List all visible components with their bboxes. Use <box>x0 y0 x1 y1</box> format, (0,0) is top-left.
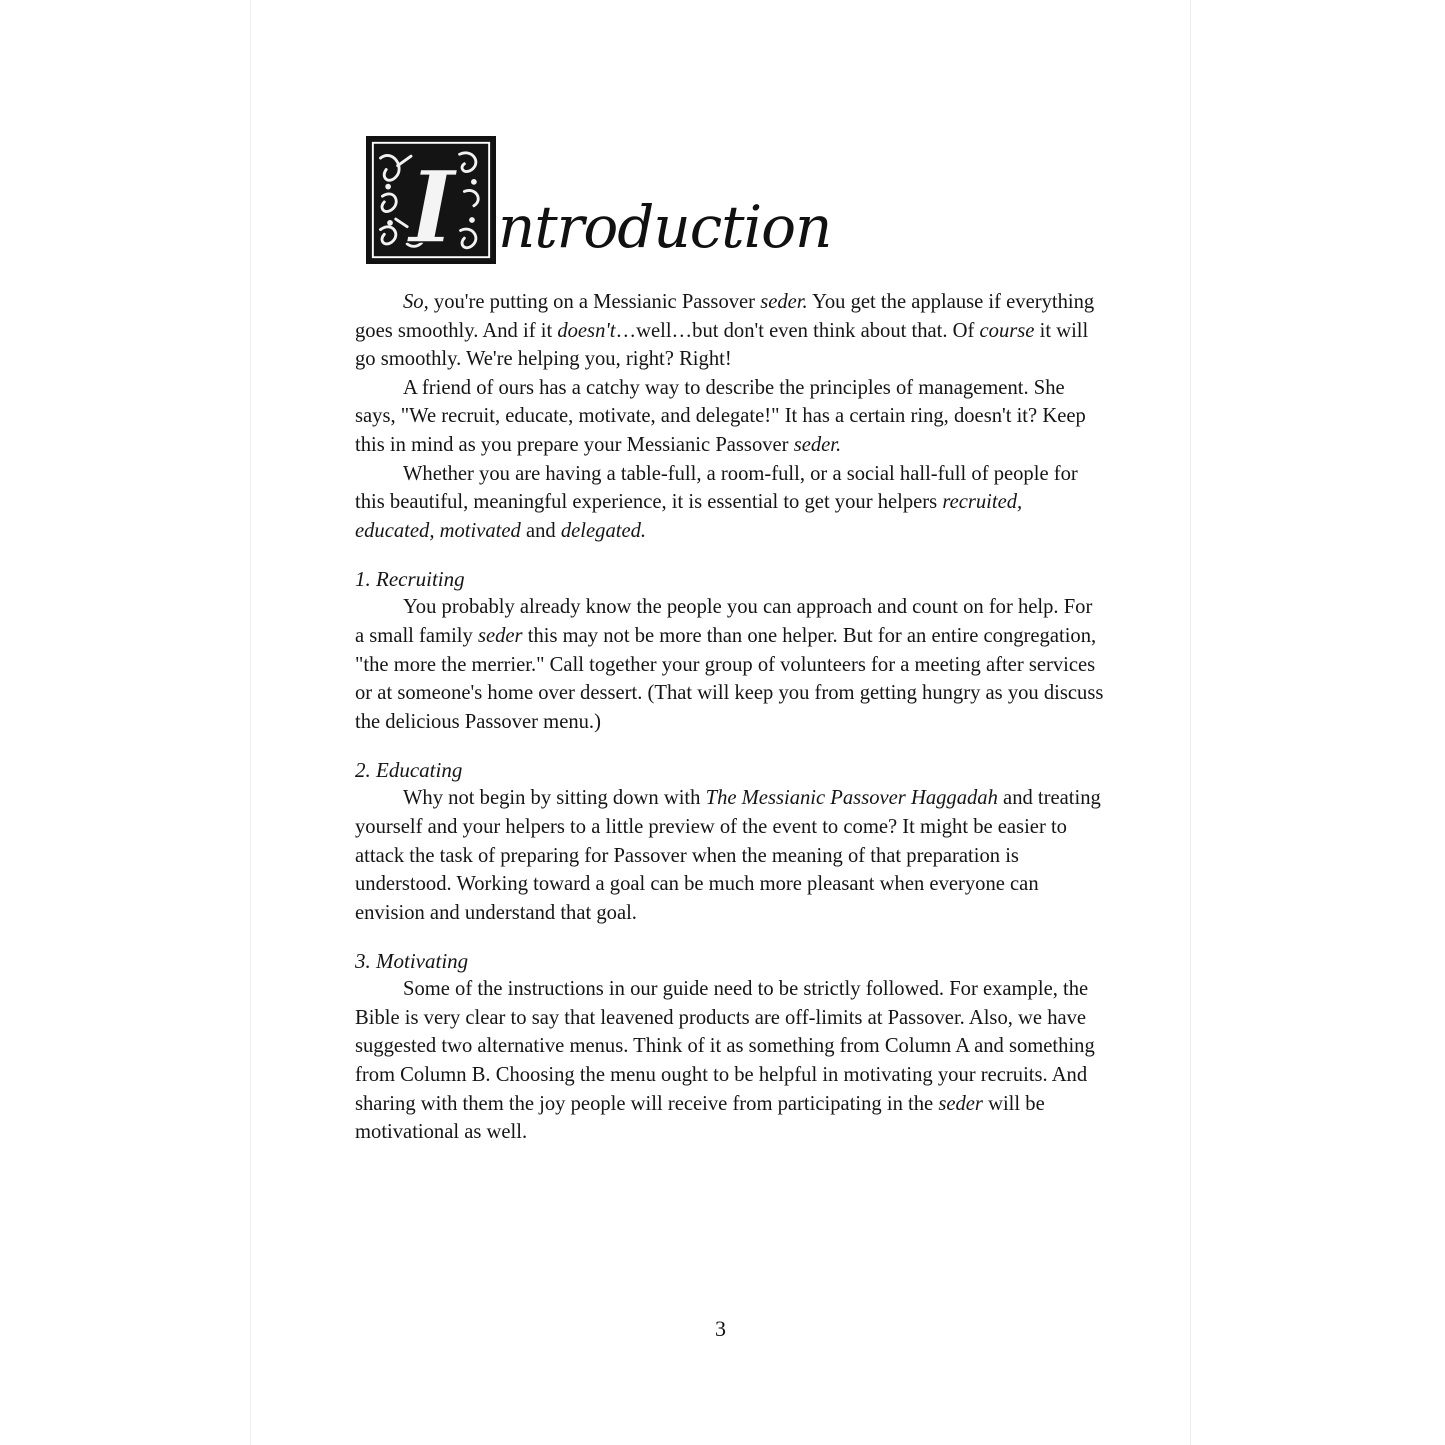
section-heading-educating: 2. Educating <box>355 758 463 783</box>
page-number: 3 <box>715 1316 726 1341</box>
paragraph-intro-3: Whether you are having a table-full, a room-full, or a social hall-full of people for this beautiful, meaningful experience, it is essential to get your helpers recruited, educated, motivated and delegated. <box>355 462 1078 542</box>
ornamental-dropcap-icon <box>366 136 496 264</box>
dropcap-letter: I <box>408 149 456 261</box>
paragraph-intro-1: So, you're putting on a Messianic Passover seder. You get the applause if everything goes smoothly. And if it doesn't…well…but don't even think about that. Of course it will go smoothly. We're helping you, right? Right! <box>355 291 1095 371</box>
paragraph-intro-2: A friend of ours has a catchy way to describe the principles of management. She says, "We recruit, educate, motivate, and delegate!" It has a certain ring, doesn't it? Keep this in mind as you prepare your Messianic Passover seder. <box>355 376 1086 456</box>
section-heading-recruiting: 1. Recruiting <box>355 567 465 592</box>
paragraph-motivating: Some of the instructions in our guide need to be strictly followed. For example, the Bible is very clear to say that leavened products are off-limits at Passover. Also, we have suggested two alternative menus. Think of it as something from Column A and something from Column B. Choosing the menu ought to be helpful in motivating your recruits. And sharing with them the joy people will receive from participating in the seder will be motivational as well. <box>355 978 1095 1144</box>
body-text <box>355 288 1105 1147</box>
book-page <box>250 0 1191 1445</box>
page-content <box>355 132 1105 1147</box>
paragraph-educating: Why not begin by sitting down with The Messianic Passover Haggadah and treating yourself and your helpers to a little preview of the event to come? It might be easier to attack the task of preparing for Passover when the meaning of that preparation is understood. Working toward a goal can be much more pleasant when everyone can envision and understand that goal. <box>355 787 1101 924</box>
paragraph-recruiting: You probably already know the people you can approach and count on for help. For a small family seder this may not be more than one helper. But for an entire congregation, "the more the merrier." Call together your group of volunteers for a meeting after services or at someone's home over dessert. (That will keep you from getting hungry as you discuss the delicious Passover menu.) <box>355 596 1104 733</box>
section-heading-motivating: 3. Motivating <box>355 949 469 974</box>
chapter-title <box>366 132 1105 264</box>
title-text: ntroduction <box>498 193 832 261</box>
